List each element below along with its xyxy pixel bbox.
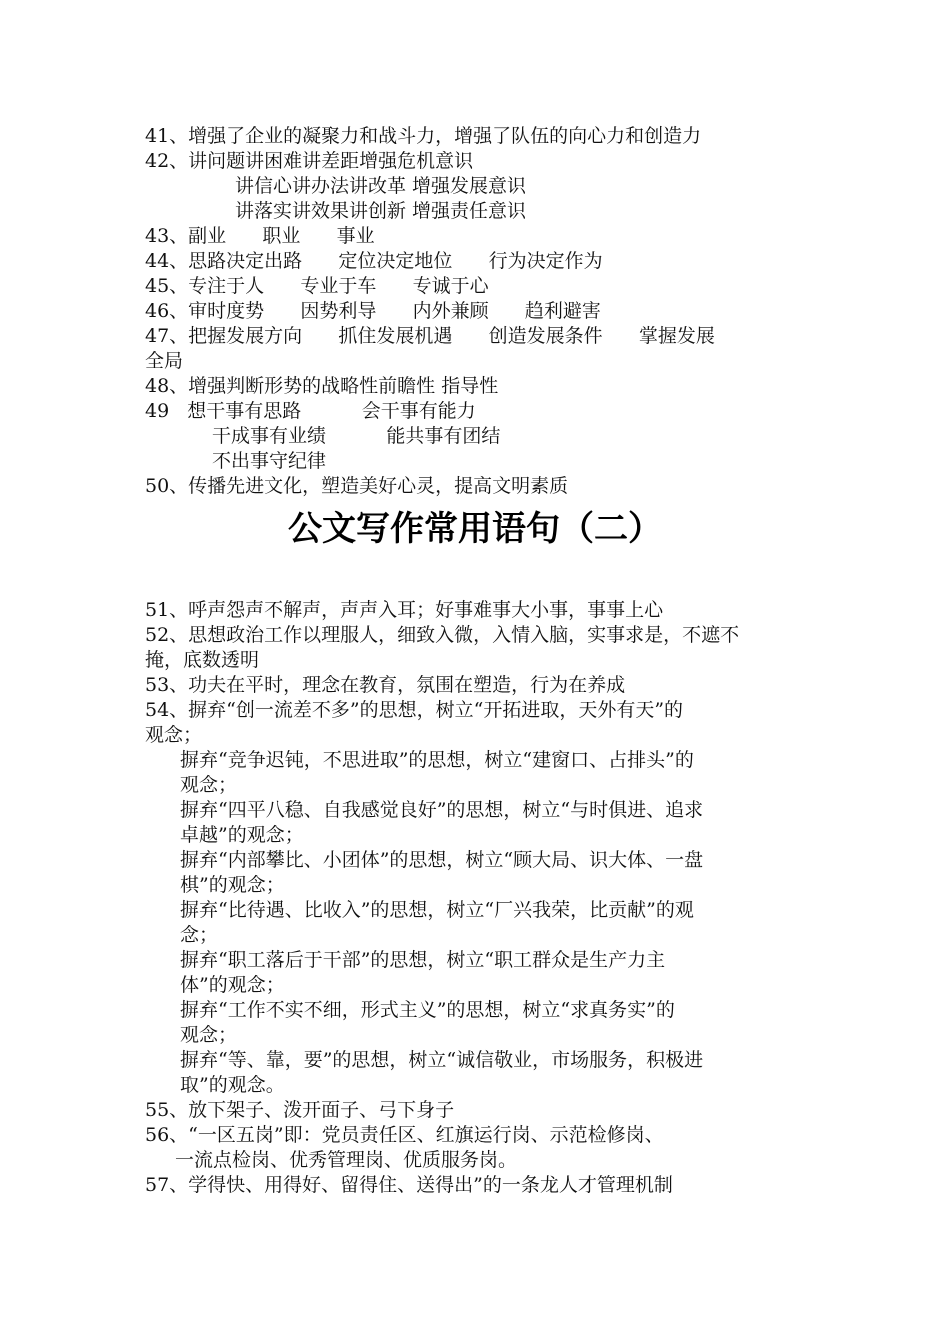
text-line: 体”的观念；: [180, 974, 285, 996]
section-heading: 公文写作常用语句（二）: [288, 509, 662, 549]
text-line: 不出事守纪律: [212, 450, 327, 472]
text-line: 55、放下架子、泼开面子、弓下身子: [145, 1099, 455, 1121]
list-item-49-line2: [212, 424, 810, 449]
list-item-54-sub2: [180, 798, 810, 823]
text-line: 观念；: [145, 724, 203, 746]
list-item-54-sub6: [180, 998, 810, 1023]
text-line: 50、传播先进文化，塑造美好心灵，提高文明素质: [145, 475, 569, 497]
list-item-54: [145, 698, 810, 723]
text-line: 观念；: [180, 1024, 238, 1046]
list-item-54-sub2-cont: [180, 823, 810, 848]
text-line: 掩，底数透明: [145, 649, 260, 671]
list-item-43: [145, 224, 810, 249]
text-line: 观念；: [180, 774, 238, 796]
list-item-42-line3: [235, 199, 810, 224]
list-item-54-sub1-cont: [180, 773, 810, 798]
list-item-54-sub4: [180, 898, 810, 923]
list-item-42: [145, 149, 810, 174]
text-line: 卓越”的观念；: [180, 824, 304, 846]
text-line: 41、增强了企业的凝聚力和战斗力，增强了队伍的向心力和创造力: [145, 125, 702, 147]
text-line: 57、学得快、用得好、留得住、送得出”的一条龙人才管理机制: [145, 1174, 673, 1196]
text-line: 45、专注于人 专业于车 专诚于心: [145, 275, 489, 297]
list-item-56: [145, 1123, 810, 1148]
list-item-54-sub1: [180, 748, 810, 773]
list-item-47-cont: [145, 349, 810, 374]
text-line: 42、讲问题讲困难讲差距增强危机意识: [145, 150, 474, 172]
list-item-53: [145, 673, 810, 698]
list-item-54-sub7: [180, 1048, 810, 1073]
list-item-44: [145, 249, 810, 274]
list-item-51: [145, 598, 810, 623]
text-line: 49 想干事有思路 会干事有能力: [145, 400, 476, 422]
text-line: 摒弃“比待遇、比收入”的思想，树立“厂兴我荣，比贡献”的观: [180, 899, 694, 921]
text-line: 摒弃“等、靠，要”的思想，树立“诚信敬业，市场服务，积极进: [180, 1049, 704, 1071]
list-item-48: [145, 374, 810, 399]
list-item-57: [145, 1173, 810, 1198]
text-line: 讲落实讲效果讲创新 增强责任意识: [235, 200, 527, 222]
text-line: 讲信心讲办法讲改革 增强发展意识: [235, 175, 527, 197]
list-item-54-sub7-cont: [180, 1073, 810, 1098]
list-item-41: [145, 124, 810, 149]
list-item-54-sub5: [180, 948, 810, 973]
list-item-55: [145, 1098, 810, 1123]
list-item-54-sub3-cont: [180, 873, 810, 898]
text-line: 摒弃“四平八稳、自我感觉良好”的思想，树立“与时俱进、追求: [180, 799, 704, 821]
list-item-47: [145, 324, 810, 349]
list-item-52: [145, 623, 810, 648]
list-item-49: [145, 399, 810, 424]
text-line: 48、增强判断形势的战略性前瞻性 指导性: [145, 375, 499, 397]
list-item-52-cont: [145, 648, 810, 673]
list-item-42-line2: [235, 174, 810, 199]
text-line: 51、呼声怨声不解声，声声入耳；好事难事大小事，事事上心: [145, 599, 664, 621]
text-line: 46、审时度势 因势利导 内外兼顾 趋利避害: [145, 300, 601, 322]
text-line: 摒弃“竞争迟钝，不思进取”的思想，树立“建窗口、占排头”的: [180, 749, 694, 771]
text-line: 44、思路决定出路 定位决定地位 行为决定作为: [145, 250, 603, 272]
text-line: 全局: [145, 350, 184, 372]
text-line: 52、思想政治工作以理服人，细致入微，入情入脑，实事求是，不遮不: [145, 624, 740, 646]
list-item-54-sub5-cont: [180, 973, 810, 998]
text-line: 56、“一区五岗”即：党员责任区、红旗运行岗、示范检修岗、: [145, 1124, 664, 1146]
text-line: 一流点检岗、优秀管理岗、优质服务岗。: [175, 1149, 518, 1171]
text-line: 摒弃“内部攀比、小团体”的思想，树立“顾大局、识大体、一盘: [180, 849, 704, 871]
text-line: 54、摒弃“创一流差不多”的思想，树立“开拓进取，天外有天”的: [145, 699, 684, 721]
text-line: 棋”的观念；: [180, 874, 285, 896]
list-item-54-sub3: [180, 848, 810, 873]
text-line: 摒弃“工作不实不细，形式主义”的思想，树立“求真务实”的: [180, 999, 675, 1021]
list-item-54-sub4-cont: [180, 923, 810, 948]
list-item-49-line3: [212, 449, 810, 474]
list-item-45: [145, 274, 810, 299]
list-item-54-sub6-cont: [180, 1023, 810, 1048]
text-line: 43、副业 职业 事业: [145, 225, 375, 247]
text-line: 47、把握发展方向 抓住发展机遇 创造发展条件 掌握发展: [145, 325, 715, 347]
text-line: 干成事有业绩 能共事有团结: [212, 425, 501, 447]
text-line: 取”的观念。: [180, 1074, 285, 1096]
list-item-56-cont: [175, 1148, 810, 1173]
text-line: 53、功夫在平时，理念在教育，氛围在塑造，行为在养成: [145, 674, 626, 696]
text-line: 摒弃“职工落后于干部”的思想，树立“职工群众是生产力主: [180, 949, 666, 971]
list-item-54-cont: [145, 723, 810, 748]
list-item-50: [145, 474, 810, 499]
list-item-46: [145, 299, 810, 324]
text-line: 念；: [180, 924, 219, 946]
